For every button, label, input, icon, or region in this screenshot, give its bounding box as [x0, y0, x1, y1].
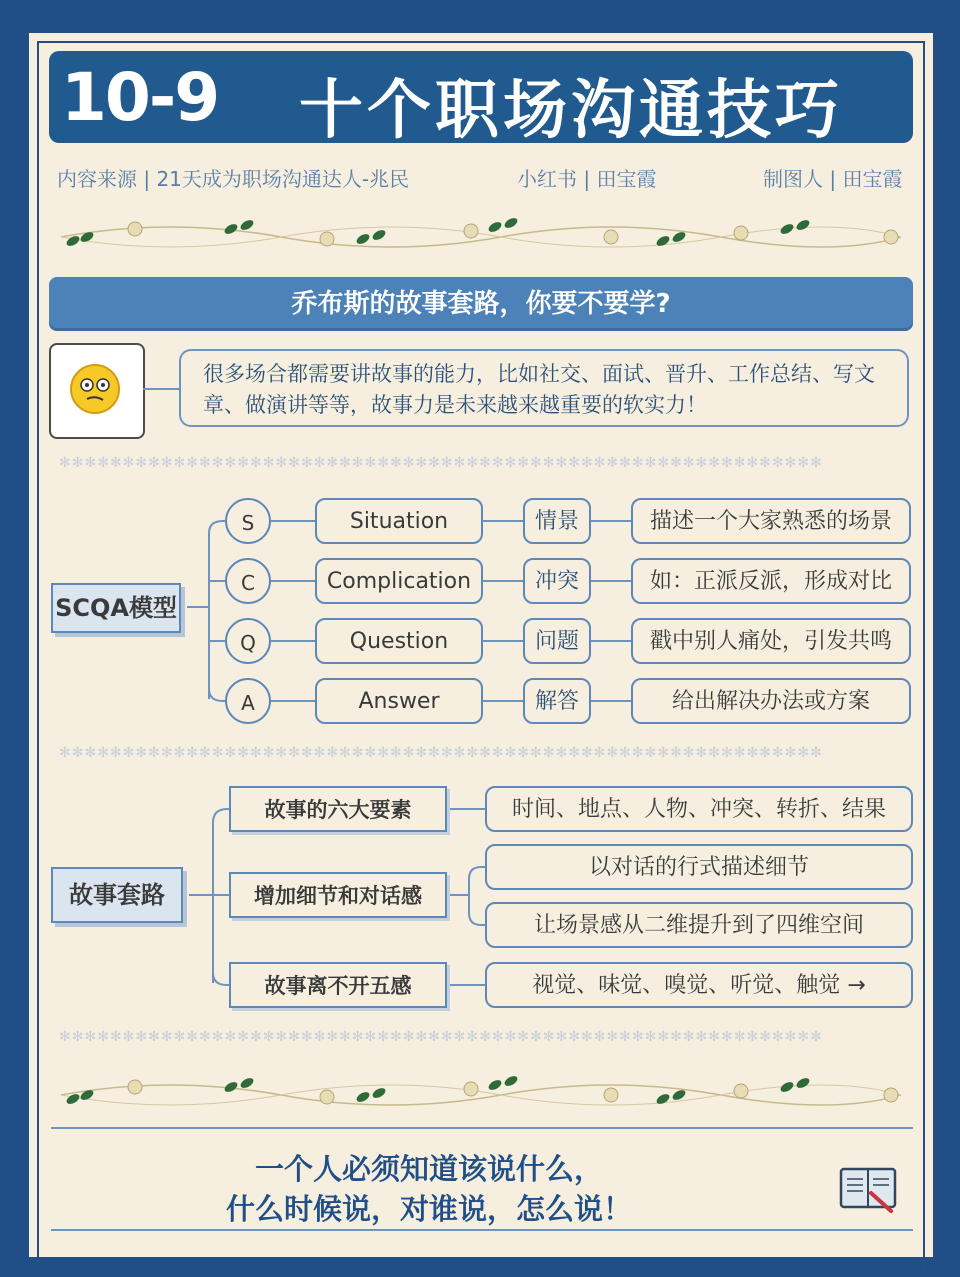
scqa-cn-complication: 冲突	[523, 558, 591, 604]
story-detail-five-senses: 视觉、味觉、嗅觉、听觉、触觉 →	[485, 962, 913, 1008]
section-title-bar: 乔布斯的故事套路，你要不要学?	[49, 277, 913, 331]
story-detail-six-factors: 时间、地点、人物、冲突、转折、结果	[485, 786, 913, 832]
story-element-details: 增加细节和对话感	[229, 872, 447, 918]
story-routine-label: 故事套路	[51, 867, 183, 923]
scqa-desc-question: 戳中别人痛处，引发共鸣	[631, 618, 911, 664]
scqa-desc-situation: 描述一个大家熟悉的场景	[631, 498, 911, 544]
footer-divider-bottom	[51, 1229, 913, 1231]
page-title: 十个职场沟通技巧	[299, 74, 843, 148]
scqa-en-complication: Complication	[315, 558, 483, 604]
scqa-model-label: SCQA模型	[51, 583, 181, 633]
scqa-cn-question: 问题	[523, 618, 591, 664]
scqa-cn-situation: 情景	[523, 498, 591, 544]
scqa-desc-complication: 如：正派反派，形成对比	[631, 558, 911, 604]
scqa-letter-c: C	[225, 558, 271, 604]
dot-divider-3: ✻✻✻✻✻✻✻✻✻✻✻✻✻✻✻✻✻✻✻✻✻✻✻✻✻✻✻✻✻✻✻✻✻✻✻✻✻✻✻✻✻✻✻✻✻✻✻✻✻✻✻✻✻✻✻✻✻✻✻✻	[59, 1029, 823, 1045]
source-text: 内容来源 | 21天成为职场沟通达人-兆民	[57, 167, 410, 191]
story-element-six-factors: 故事的六大要素	[229, 786, 447, 832]
title-code: 10-9	[61, 59, 219, 136]
scqa-letter-a: A	[225, 678, 271, 724]
scqa-cn-answer: 解答	[523, 678, 591, 724]
story-element-five-senses: 故事离不开五感	[229, 962, 447, 1008]
footer-quote-line1: 一个人必须知道该说什么，	[254, 1152, 603, 1186]
book-icon	[837, 1163, 899, 1215]
scqa-letter-q: Q	[225, 618, 271, 664]
dot-divider-2: ✻✻✻✻✻✻✻✻✻✻✻✻✻✻✻✻✻✻✻✻✻✻✻✻✻✻✻✻✻✻✻✻✻✻✻✻✻✻✻✻✻✻✻✻✻✻✻✻✻✻✻✻✻✻✻✻✻✻✻✻	[59, 745, 823, 761]
platform-text: 小红书 | 田宝霞	[517, 167, 657, 191]
footer-divider	[51, 1127, 913, 1129]
vine-decoration-bottom	[51, 1073, 911, 1113]
scqa-en-question: Question	[315, 618, 483, 664]
dot-divider-1: ✻✻✻✻✻✻✻✻✻✻✻✻✻✻✻✻✻✻✻✻✻✻✻✻✻✻✻✻✻✻✻✻✻✻✻✻✻✻✻✻✻✻✻✻✻✻✻✻✻✻✻✻✻✻✻✻✻✻✻✻	[59, 455, 823, 471]
author-text: 制图人 | 田宝霞	[763, 167, 903, 191]
story-detail-dialogue: 以对话的行式描述细节	[485, 844, 913, 890]
scqa-en-situation: Situation	[315, 498, 483, 544]
footer-quote-line2: 什么时候说，对谁说，怎么说！	[225, 1192, 632, 1226]
scqa-en-answer: Answer	[315, 678, 483, 724]
story-detail-dimension: 让场景感从二维提升到了四维空间	[485, 902, 913, 948]
scqa-desc-answer: 给出解决办法或方案	[631, 678, 911, 724]
infographic-page	[26, 30, 936, 1260]
intro-text: 很多场合都需要讲故事的能力，比如社交、面试、晋升、工作总结、写文章、做演讲等等，故事力是未来越来越重要的软实力！	[179, 349, 909, 427]
scqa-letter-s: S	[225, 498, 271, 544]
